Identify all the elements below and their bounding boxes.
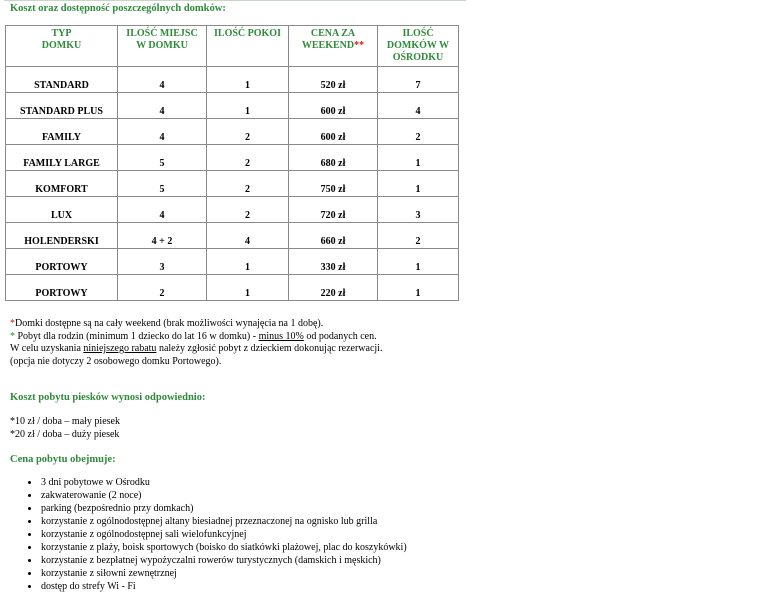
table-row bbox=[6, 145, 459, 171]
dog-prices bbox=[10, 416, 120, 441]
table-row bbox=[6, 197, 459, 223]
cell-places: 5 bbox=[118, 145, 207, 171]
table-row bbox=[6, 119, 459, 145]
cell-price: 600 zł bbox=[289, 93, 378, 119]
cell-type: LUX bbox=[6, 197, 118, 223]
cell-type: HOLENDERSKI bbox=[6, 223, 118, 249]
cell-rooms: 1 bbox=[207, 67, 289, 93]
cell-type: FAMILY bbox=[6, 119, 118, 145]
list-item: • dostęp do strefy Wi - Fi bbox=[40, 580, 407, 593]
header-rooms: ILOŚĆ POKOI bbox=[207, 26, 289, 67]
cell-rooms: 2 bbox=[207, 197, 289, 223]
cell-places: 3 bbox=[118, 249, 207, 275]
table-row bbox=[6, 67, 459, 93]
notes bbox=[10, 318, 382, 368]
header-price: CENA ZA WEEKEND** bbox=[289, 26, 378, 67]
cell-places: 4 + 2 bbox=[118, 223, 207, 249]
cell-rooms: 4 bbox=[207, 223, 289, 249]
top-divider bbox=[4, 0, 466, 1]
list-item: • parking (bezpośrednio przy domkach) bbox=[40, 502, 407, 515]
note-weekend-only: *Domki dostępne są na cały weekend (brak możliwości wynajęcia na 1 dobę). bbox=[10, 318, 324, 329]
cell-type: FAMILY LARGE bbox=[6, 145, 118, 171]
note-exclusion: (opcja nie dotyczy 2 osobowego domku Portowego). bbox=[10, 355, 222, 367]
list-item: • 3 dni pobytowe w Ośrodku bbox=[40, 476, 407, 489]
table-row bbox=[6, 93, 459, 119]
cell-price: 750 zł bbox=[289, 171, 378, 197]
header-type: TYP DOMKU bbox=[6, 26, 118, 67]
table-row bbox=[6, 275, 459, 301]
cell-type: PORTOWY bbox=[6, 275, 118, 301]
cell-count: 7 bbox=[378, 67, 459, 93]
table-row bbox=[6, 249, 459, 275]
cell-type: PORTOWY bbox=[6, 249, 118, 275]
dog-price-large: *20 zł / doba – duży piesek bbox=[10, 428, 120, 440]
list-item: • korzystanie z siłowni zewnętrznej bbox=[40, 567, 407, 580]
cell-places: 4 bbox=[118, 119, 207, 145]
table-row bbox=[6, 223, 459, 249]
header-count: ILOŚĆ DOMKÓW W OŚRODKU bbox=[378, 26, 459, 67]
cell-rooms: 1 bbox=[207, 93, 289, 119]
note-discount-instructions: W celu uzyskania niniejszego rabatu należy zgłosić pobyt z dzieckiem dokonując rezerwacji. bbox=[10, 343, 383, 354]
note-family-discount: * Pobyt dla rodzin (minimum 1 dziecko do lat 16 w domku) - minus 10% od podanych cen. bbox=[10, 330, 377, 342]
cell-count: 3 bbox=[378, 197, 459, 223]
cell-price: 330 zł bbox=[289, 249, 378, 275]
cell-rooms: 1 bbox=[207, 275, 289, 301]
cell-type: STANDARD PLUS bbox=[6, 93, 118, 119]
cell-places: 4 bbox=[118, 197, 207, 223]
cell-price: 520 zł bbox=[289, 67, 378, 93]
cell-price: 220 zł bbox=[289, 275, 378, 301]
list-item: • zakwaterowanie (2 noce) bbox=[40, 489, 407, 502]
includes-list bbox=[10, 476, 407, 593]
cell-count: 2 bbox=[378, 223, 459, 249]
header-places: ILOŚĆ MIEJSC W DOMKU bbox=[118, 26, 207, 67]
cell-price: 660 zł bbox=[289, 223, 378, 249]
price-table bbox=[5, 25, 459, 301]
page-title: Koszt oraz dostępność poszczególnych domków: bbox=[10, 3, 226, 14]
cell-price: 600 zł bbox=[289, 119, 378, 145]
cell-rooms: 2 bbox=[207, 145, 289, 171]
list-item: • korzystanie z plaży, boisk sportowych (boisko do siatkówki plażowej, plac do koszykówki) bbox=[40, 541, 407, 554]
cell-price: 680 zł bbox=[289, 145, 378, 171]
table-row bbox=[6, 171, 459, 197]
cell-places: 2 bbox=[118, 275, 207, 301]
includes-heading: Cena pobytu obejmuje: bbox=[10, 454, 116, 465]
list-item: • korzystanie z ogólnodostępnej altany biesiadnej przeznaczonej na ognisko lub grilla bbox=[40, 515, 407, 528]
list-item: • korzystanie z ogólnodostępnej sali wielofunkcyjnej bbox=[40, 528, 407, 541]
table-header-row bbox=[6, 26, 459, 67]
cell-type: KOMFORT bbox=[6, 171, 118, 197]
cell-places: 4 bbox=[118, 67, 207, 93]
cell-count: 1 bbox=[378, 171, 459, 197]
cell-places: 4 bbox=[118, 93, 207, 119]
dog-price-small: *10 zł / doba – mały piesek bbox=[10, 416, 120, 427]
dogs-heading: Koszt pobytu piesków wynosi odpowiednio: bbox=[10, 392, 206, 403]
cell-count: 1 bbox=[378, 275, 459, 301]
list-item: • korzystanie z bezpłatnej wypożyczalni rowerów turystycznych (damskich i męskich) bbox=[40, 554, 407, 567]
cell-rooms: 2 bbox=[207, 119, 289, 145]
cell-count: 4 bbox=[378, 93, 459, 119]
cell-type: STANDARD bbox=[6, 67, 118, 93]
cell-count: 2 bbox=[378, 119, 459, 145]
cell-rooms: 2 bbox=[207, 171, 289, 197]
cell-places: 5 bbox=[118, 171, 207, 197]
price-footnote-mark: ** bbox=[354, 40, 365, 51]
cell-price: 720 zł bbox=[289, 197, 378, 223]
cell-count: 1 bbox=[378, 249, 459, 275]
cell-rooms: 1 bbox=[207, 249, 289, 275]
cell-count: 1 bbox=[378, 145, 459, 171]
